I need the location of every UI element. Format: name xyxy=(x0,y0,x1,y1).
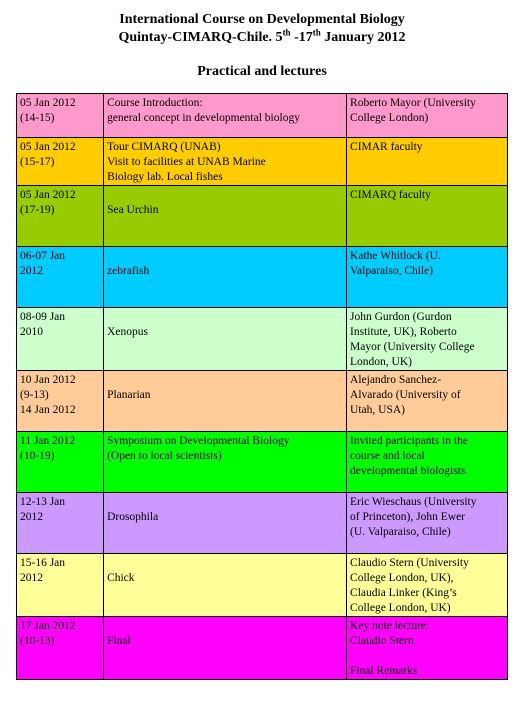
session-activity xyxy=(104,617,347,680)
session-activity-line: Drosophila xyxy=(107,511,159,523)
session-activity-line: Chick xyxy=(107,572,135,584)
session-date-line: 14 Jan 2012 xyxy=(20,404,76,416)
session-date-line: 2012 xyxy=(20,572,43,584)
session-date-line: 15-16 Jan xyxy=(20,557,66,569)
session-faculty xyxy=(347,186,508,247)
session-activity-line: Visit to facilities at UNAB Marine xyxy=(107,156,266,168)
session-activity-line: zebrafish xyxy=(107,265,150,277)
date-range-text: -17 xyxy=(290,30,313,45)
session-date xyxy=(17,138,104,186)
session-faculty-line: course and local xyxy=(350,450,425,462)
session-activity xyxy=(104,554,347,617)
schedule-row xyxy=(17,493,508,554)
session-faculty-line: Valparaiso, Chile) xyxy=(350,265,434,277)
session-faculty-line: College London, UK) xyxy=(350,602,451,614)
session-faculty-line: CIMARQ faculty xyxy=(350,189,431,201)
session-date-line: 06-07 Jan xyxy=(20,250,66,262)
schedule-row xyxy=(17,432,508,493)
session-date xyxy=(17,308,104,371)
session-faculty-line xyxy=(350,649,504,664)
session-faculty xyxy=(347,308,508,371)
session-date xyxy=(17,94,104,138)
schedule-row xyxy=(17,247,508,308)
session-date-line: (10-19) xyxy=(20,450,55,462)
session-activity-line: Sea Urchin xyxy=(107,204,159,216)
session-faculty-line: Mayor (University College xyxy=(350,341,475,353)
session-date xyxy=(17,617,104,680)
session-faculty-line: Final Remarks xyxy=(350,665,418,677)
schedule-row xyxy=(17,94,508,138)
session-faculty xyxy=(347,617,508,680)
session-faculty-line: Roberto Mayor (University xyxy=(350,97,476,109)
session-faculty-line: Claudio Stern xyxy=(350,635,414,647)
session-faculty-line: Eric Wieschaus (University xyxy=(350,496,477,508)
session-faculty-line: College London, UK), xyxy=(350,572,454,584)
session-activity xyxy=(104,371,347,432)
schedule-table xyxy=(16,93,508,680)
session-date-line: 05 Jan 2012 xyxy=(20,189,76,201)
session-faculty xyxy=(347,554,508,617)
session-date-line: 2010 xyxy=(20,326,43,338)
session-activity xyxy=(104,432,347,493)
session-date xyxy=(17,554,104,617)
schedule-row xyxy=(17,308,508,371)
session-faculty-line: Kathe Whitlock (U. xyxy=(350,250,441,262)
session-faculty-line: Institute, UK), Roberto xyxy=(350,326,457,338)
session-date-line: 2012 xyxy=(20,511,43,523)
session-faculty-line: Invited participants in the xyxy=(350,435,468,447)
session-faculty xyxy=(347,493,508,554)
session-date-line: 17 Jan 2012 xyxy=(20,620,76,632)
session-date-line: 05 Jan 2012 xyxy=(20,141,76,153)
session-date xyxy=(17,493,104,554)
schedule-row xyxy=(17,138,508,186)
session-date-line: (15-17) xyxy=(20,156,55,168)
session-activity-line: Symposium on Developmental Biology xyxy=(107,435,290,447)
session-date-line: 12-13 Jan xyxy=(20,496,66,508)
session-date xyxy=(17,371,104,432)
session-date-line: 05 Jan 2012 xyxy=(20,97,76,109)
session-faculty xyxy=(347,247,508,308)
session-date-line: (10-13) xyxy=(20,635,55,647)
start-day-suffix: th xyxy=(282,27,291,38)
session-activity xyxy=(104,247,347,308)
session-activity-line: Biology lab. Local fishes xyxy=(107,171,223,183)
session-activity-line: Planarian xyxy=(107,389,151,401)
session-faculty xyxy=(347,432,508,493)
session-activity xyxy=(104,138,347,186)
session-date xyxy=(17,186,104,247)
session-date xyxy=(17,247,104,308)
schedule-row xyxy=(17,617,508,680)
course-title: International Course on Developmental Biology xyxy=(119,12,405,27)
session-activity-line: (Open to local scientists) xyxy=(107,450,222,462)
course-location-dates xyxy=(0,27,524,46)
session-activity-line: general concept in developmental biology xyxy=(107,112,300,124)
end-day-suffix: th xyxy=(312,27,321,38)
session-faculty xyxy=(347,138,508,186)
session-date-line: (9-13) xyxy=(20,389,49,401)
session-date-line: 11 Jan 2012 xyxy=(20,435,76,447)
session-faculty xyxy=(347,94,508,138)
session-activity xyxy=(104,94,347,138)
schedule-row xyxy=(17,371,508,432)
session-faculty-line: Utah, USA) xyxy=(350,404,405,416)
schedule-subtitle: Practical and lectures xyxy=(197,64,327,79)
session-faculty-line: College London) xyxy=(350,112,429,124)
schedule-row xyxy=(17,554,508,617)
session-faculty-line: Claudia Linker (King’s xyxy=(350,587,457,599)
session-faculty-line: Alvarado (University of xyxy=(350,389,461,401)
session-faculty-line: Key note lecture: xyxy=(350,620,430,632)
session-faculty-line: developmental biologists. xyxy=(350,465,469,477)
session-activity-line: Course Introduction: xyxy=(107,97,203,109)
session-activity xyxy=(104,493,347,554)
session-date-line: (14-15) xyxy=(20,112,55,124)
session-faculty-line: Claudio Stern (University xyxy=(350,557,469,569)
session-activity-line: Xenopus xyxy=(107,326,148,338)
session-faculty-line: CIMAR faculty xyxy=(350,141,423,153)
month-year-text: January 2012 xyxy=(320,30,406,45)
session-faculty-line: London, UK) xyxy=(350,356,412,368)
schedule-row xyxy=(17,186,508,247)
session-date xyxy=(17,432,104,493)
session-faculty-line: Alejandro Sanchez- xyxy=(350,374,442,386)
session-faculty-line: (U. Valparaiso, Chile) xyxy=(350,526,451,538)
session-activity xyxy=(104,186,347,247)
session-activity-line: Final xyxy=(107,635,131,647)
session-date-line: 2012 xyxy=(20,265,43,277)
session-faculty-line: John Gurdon (Gurdon xyxy=(350,311,452,323)
session-date-line: (17-19) xyxy=(20,204,55,216)
session-faculty-line: of Princeton), John Ewer xyxy=(350,511,466,523)
session-date-line: 10 Jan 2012 xyxy=(20,374,76,386)
session-activity-line: Tour CIMARQ (UNAB) xyxy=(107,141,221,153)
location-text: Quintay-CIMARQ-Chile. 5 xyxy=(118,30,283,45)
session-activity xyxy=(104,308,347,371)
session-date-line: 08-09 Jan xyxy=(20,311,66,323)
session-faculty xyxy=(347,371,508,432)
